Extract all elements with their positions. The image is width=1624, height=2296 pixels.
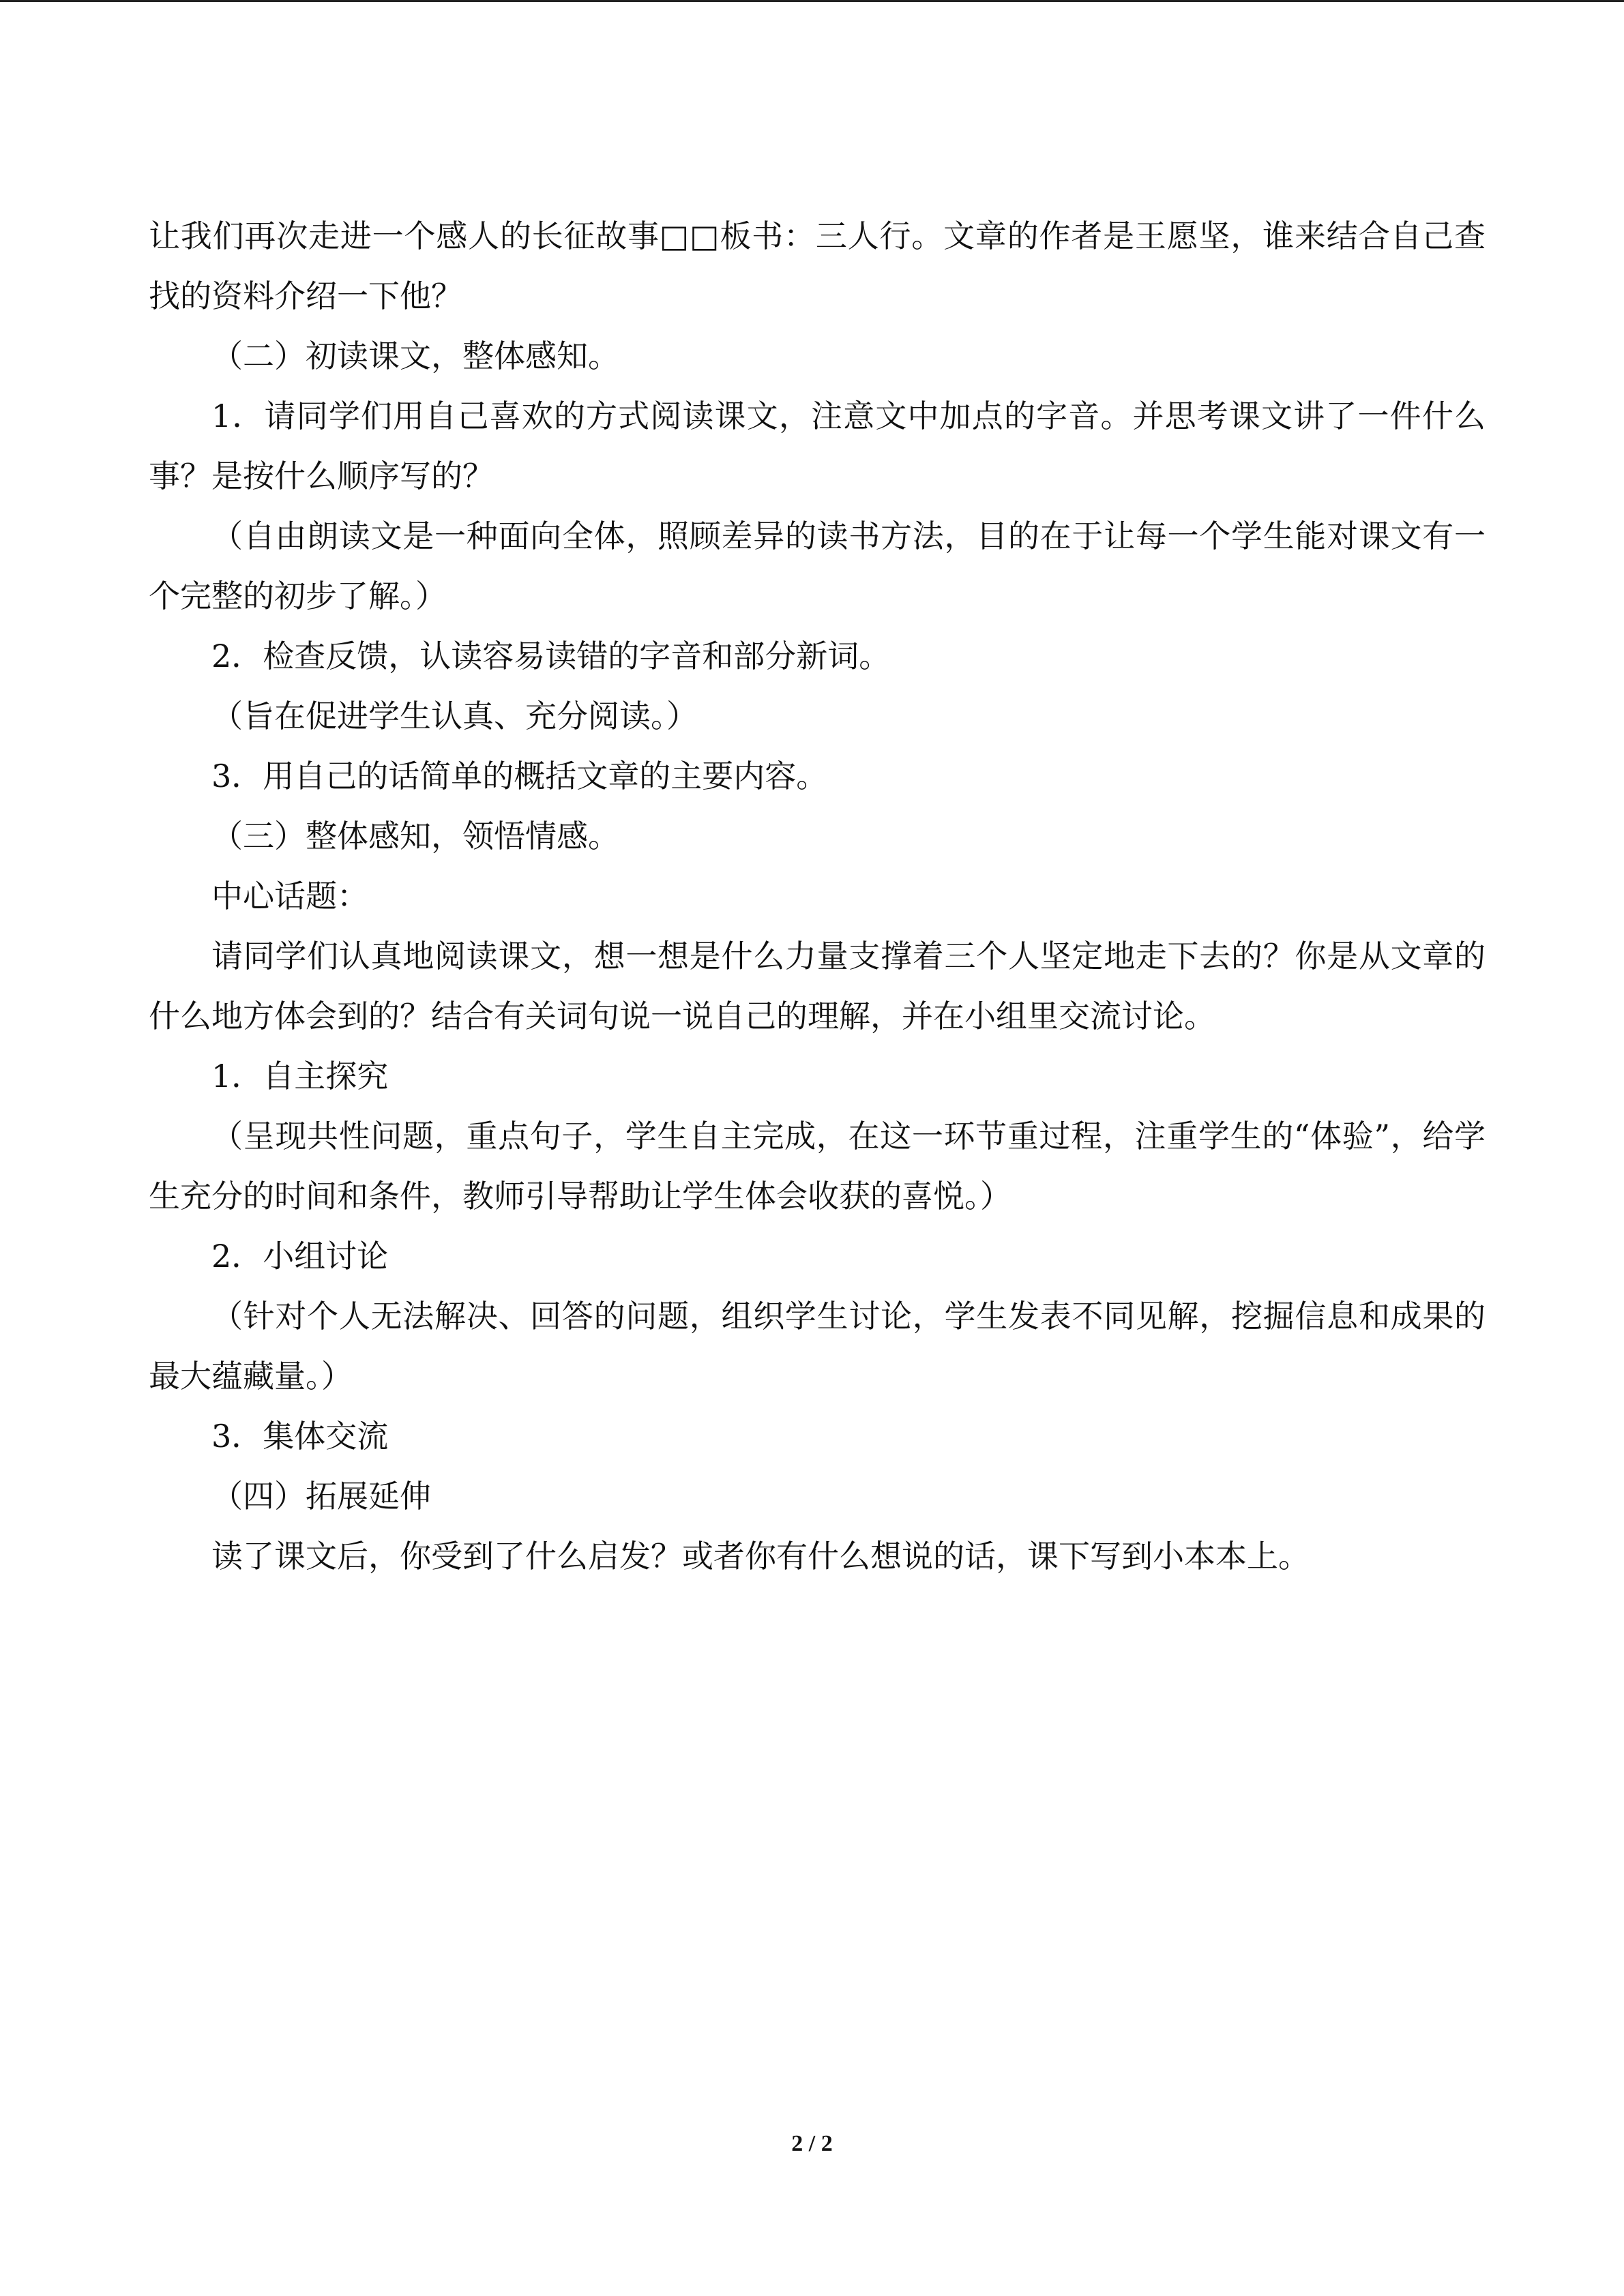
page-number: 2 / 2 <box>791 2131 833 2156</box>
section-heading: （四）拓展延伸 <box>211 1478 431 1515</box>
paragraph: 请同学们认真地阅读课文，想一想是什么力量支撑着三个人坚定地走下去的？你是从文章的什么地方体会到的？结合有关词句说一说自己的理解，并在小组里交流讨论。 <box>149 938 1486 1034</box>
document-body <box>149 206 1486 1586</box>
paragraph-note: （呈现共性问题，重点句子，学生自主完成，在这一环节重过程，注重学生的“体验”，给学生充分的时间和条件，教师引导帮助让学生体会收获的喜悦。） <box>149 1118 1486 1214</box>
section-heading: （二）初读课文，整体感知。 <box>211 338 619 374</box>
paragraph: 1．自主探究 <box>211 1058 389 1094</box>
paragraph-note: （自由朗读文是一种面向全体，照顾差异的读书方法，目的在于让每一个学生能对课文有一个完整的初步了解。） <box>149 518 1486 614</box>
paragraph: 2．小组讨论 <box>211 1238 389 1274</box>
top-border-line <box>0 0 1624 2</box>
paragraph: 3．用自己的话简单的概括文章的主要内容。 <box>211 758 828 794</box>
paragraph-note: （旨在促进学生认真、充分阅读。） <box>211 698 698 734</box>
paragraph: 中心话题： <box>211 878 368 914</box>
paragraph-note: （针对个人无法解决、回答的问题，组织学生讨论，学生发表不同见解，挖掘信息和成果的最大蕴藏量。） <box>149 1298 1486 1395</box>
paragraph: 2．检查反馈，认读容易读错的字音和部分新词。 <box>211 638 891 674</box>
paragraph: 让我们再次走进一个感人的长征故事□□板书：三人行。文章的作者是王愿坚，谁来结合自己查找的资料介绍一下他？ <box>149 218 1486 314</box>
paragraph: 3．集体交流 <box>211 1418 389 1455</box>
paragraph: 读了课文后，你受到了什么启发？或者你有什么想说的话，课下写到小本本上。 <box>211 1538 1310 1575</box>
section-heading: （三）整体感知，领悟情感。 <box>211 818 619 854</box>
paragraph: 1．请同学们用自己喜欢的方式阅读课文，注意文中加点的字音。并思考课文讲了一件什么事？是按什么顺序写的？ <box>149 398 1486 494</box>
